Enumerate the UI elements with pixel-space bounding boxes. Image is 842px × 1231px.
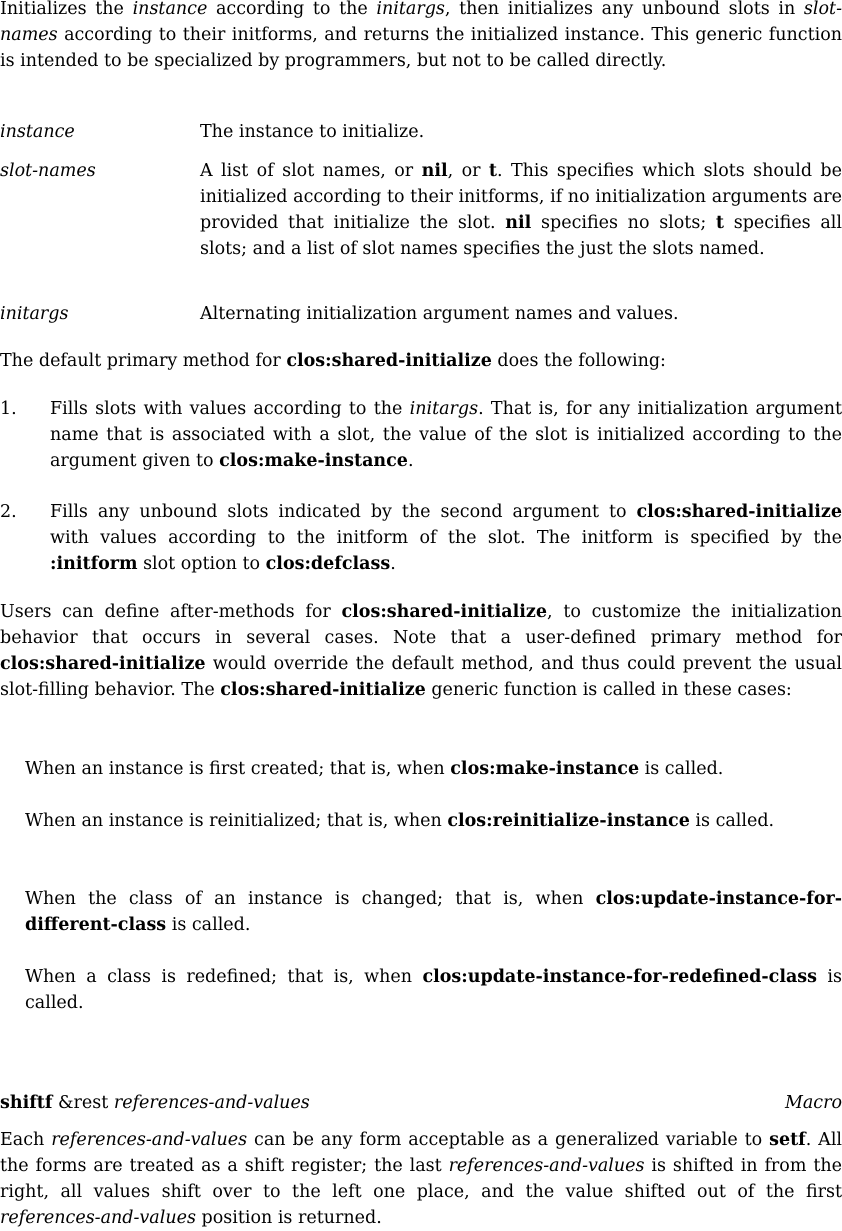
bold-term: clos:shared-initialize [0,654,206,674]
text-run: specifies all slots; and a list of slot names specifies the just the slots named. [200,213,842,259]
bold-term: clos:make-instance [219,451,408,471]
italic-term: slot-names [0,0,842,45]
italic-term: instance [132,0,208,19]
bold-term: clos:make-instance [450,759,640,779]
text-run: is called. [689,811,775,831]
italic-term: references-and-values [51,1130,248,1150]
italic-term: references-and-values [0,1208,196,1228]
default-method-paragraph [0,348,842,374]
text-run: . That is, for any initialization argument name that is associated with a slot, the value of the slot is initialized according to the argument given to [50,399,842,471]
intro-paragraph [0,0,842,74]
text-run: with values according to the initform of the slot. The initform is specified by the [50,528,842,548]
macro-heading [0,1090,842,1116]
bold-term: clos:shared-initialize [636,502,842,522]
text-run: A list of slot names, or [200,161,422,181]
text-run: . All the forms are treated as a shift register; the last [0,1130,842,1176]
macro-parameter: references-and-values [113,1093,310,1113]
italic-term: initargs [409,399,479,419]
text-run: position is returned. [195,1208,382,1228]
argument-name: slot-names [0,161,96,181]
list-item [25,886,842,938]
text-run: Alternating initialization argument names and values. [200,304,679,324]
text-run: does the following: [491,351,666,371]
text-run: . [390,554,396,574]
argument-description [200,301,842,327]
text-run: When an instance is first created; that is, when [25,759,451,779]
bold-term: clos:update-instance-for-redefined-class [422,967,818,987]
list-item-text [50,499,842,577]
bold-term: t [488,161,498,181]
macro-kind-label: Macro [784,1093,842,1113]
text-run: The instance to initialize. [200,122,425,142]
text-run: is called. [639,759,724,779]
text-run: Each [0,1130,52,1150]
text-run: slot option to [137,554,266,574]
text-run: would override the default method, and thus could prevent the usual slot-filling behavior. The [0,654,842,700]
bold-term: clos:shared-initialize [286,351,492,371]
text-run: When an instance is reinitialized; that is, when [25,811,448,831]
bold-term: nil [505,213,532,233]
text-run: is shifted in from the right, all values shift over to the left one place, and the value shifted out of the first [0,1156,842,1202]
text-run: Users can define after-methods for [0,602,342,622]
bold-term: clos:update-instance-for-different-class [25,889,842,935]
list-item [25,808,842,834]
text-run: , then initializes any unbound slots in [444,0,804,19]
list-item-number: 1. [0,399,17,419]
bold-term: :initform [50,554,138,574]
text-run: The default primary method for [0,351,287,371]
text-run: When the class of an instance is changed; that is, when [25,889,596,909]
bold-term: clos:shared-initialize [341,602,547,622]
bold-term: setf [769,1130,806,1150]
text-run: is called. [166,915,251,935]
text-run: , or [447,161,489,181]
list-item [25,964,842,1016]
bold-term: nil [421,161,448,181]
bold-term: clos:defclass [265,554,391,574]
argument-name: instance [0,122,75,142]
text-run: generic function is called in these cases: [425,680,792,700]
macro-rest-keyword: &rest [57,1093,109,1113]
text-run: Fills slots with values according to the [50,399,410,419]
italic-term: initargs [376,0,445,19]
text-run: specifies no slots; [531,213,716,233]
text-run: . [407,451,414,471]
bold-term: clos:reinitialize-instance [447,811,690,831]
argument-name: initargs [0,304,69,324]
list-item [25,756,842,782]
text-run: Fills any unbound slots indicated by the second argument to [50,502,637,522]
list-item-text [50,396,842,474]
argument-description [200,158,842,262]
text-run: Initializes the [0,0,133,19]
bold-term: clos:shared-initialize [220,680,426,700]
bold-term: t [715,213,725,233]
macro-description [0,1127,842,1231]
users-paragraph [0,599,842,703]
macro-name: shiftf [0,1093,53,1113]
italic-term: references-and-values [448,1156,645,1176]
text-run: . This specifies which slots should be initialized according to their initforms, if no initialization arguments are provided that initialize the slot. [200,161,842,233]
text-run: according to their initforms, and returns the initialized instance. This generic function is intended to be specialized by programmers, but not to be called directly. [0,25,842,71]
text-run: is called. [25,967,842,1013]
list-item-number: 2. [0,502,17,522]
text-run: can be any form acceptable as a generalized variable to [247,1130,770,1150]
argument-description [200,119,842,145]
text-run: according to the [207,0,377,19]
text-run: , to customize the initialization behavior that occurs in several cases. Note that a user-defined primary method for [0,602,842,648]
text-run: When a class is redefined; that is, when [25,967,423,987]
